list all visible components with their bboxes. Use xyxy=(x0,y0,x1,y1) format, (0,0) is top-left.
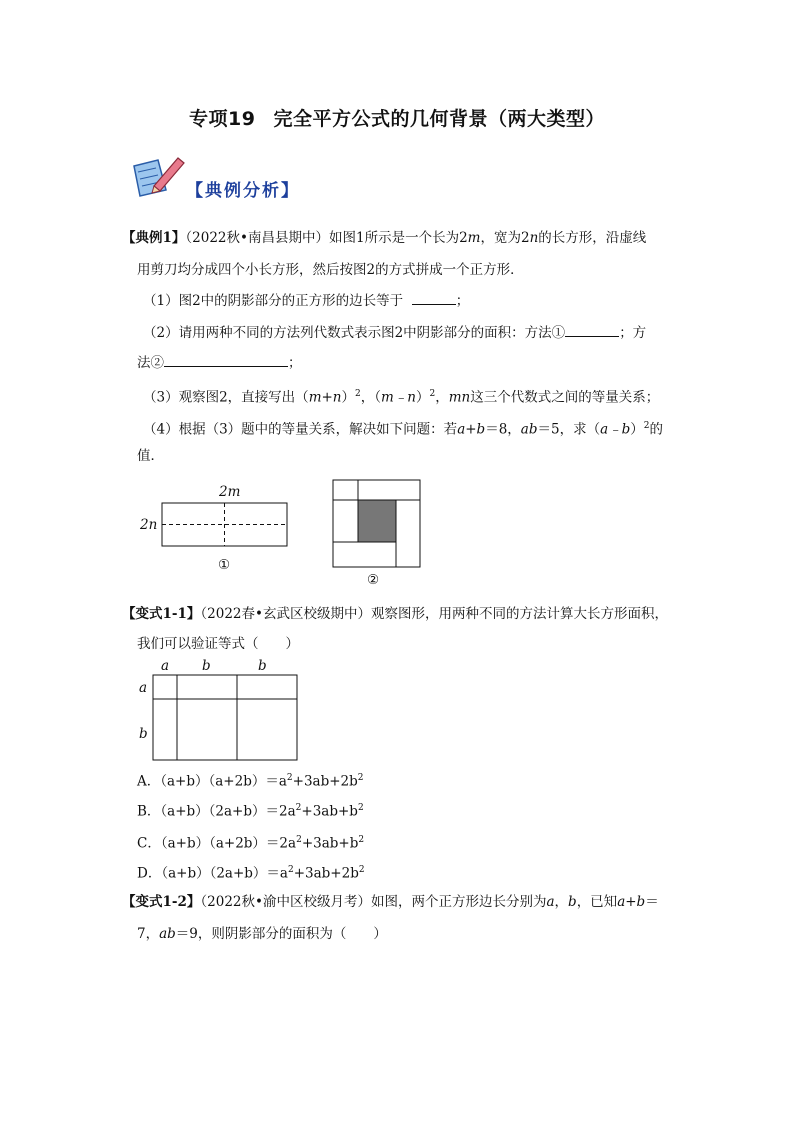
figure-1 xyxy=(132,478,302,578)
fig2-shaded-square xyxy=(358,500,396,542)
title-text: 完全平方公式的几何背景（两大类型） xyxy=(273,108,605,130)
ex2-line1: 【变式1-1】（2022春•玄武区校级期中）观察图形，用两种不同的方法计算大长方形面积， xyxy=(122,606,668,622)
fig1-caption: ① xyxy=(218,557,231,573)
fig3-top-b1: b xyxy=(202,658,211,674)
option-a[interactable]: A．$(a+b)(a+2b)=a^2+3ab+2b^2$ xyxy=(137,773,364,790)
ex1-line2: 用剪刀均分成四个小长方形，然后按图2的方式拼成一个正方形． xyxy=(137,262,524,278)
figure-2 xyxy=(330,478,424,572)
option-d[interactable]: D．$(a+b)(2a+b)=a^2+3ab+2b^2$ xyxy=(137,865,365,882)
ex1-q1: （1）图2中的阴影部分的正方形的边长等于 ； xyxy=(143,290,469,311)
fig3-top-a: a xyxy=(161,658,170,674)
ex3-tag: 【变式1-2】 xyxy=(122,894,201,910)
section-banner: 【典例分析】 xyxy=(186,181,300,201)
ex2-tag: 【变式1-1】 xyxy=(122,606,201,622)
ex1-q2-line2: 法② ； xyxy=(137,352,302,373)
option-c[interactable]: C．$(a+b)(a+2b)=2a^2+3ab+b^2$ xyxy=(137,835,365,852)
title-label: 专项19 xyxy=(189,108,256,130)
ex1-line1: 【典例1】（2022秋•南昌县期中）如图1所示是一个长为2m，宽为2n的长方形，沿虚线 xyxy=(122,230,647,246)
answer-blank-q1[interactable] xyxy=(412,290,456,305)
ex1-q4-line2: 值． xyxy=(137,448,164,464)
fig3-left-a: a xyxy=(139,680,148,696)
option-b[interactable]: B．$(a+b)(2a+b)=2a^2+3ab+b^2$ xyxy=(137,803,364,820)
figure-3 xyxy=(130,655,310,765)
fig3-top-b2: b xyxy=(258,658,267,674)
answer-blank-method1[interactable] xyxy=(565,322,619,337)
ex2-line2: 我们可以验证等式（ ） xyxy=(137,636,299,652)
fig2-caption: ② xyxy=(367,572,380,588)
ex1-tag: 【典例1】 xyxy=(122,230,186,246)
answer-blank-method2[interactable] xyxy=(164,352,288,367)
ex1-q2: （2）请用两种不同的方法列代数式表示图2中阴影部分的面积：方法① ；方 xyxy=(143,322,646,343)
fig1-top-label: 2m xyxy=(219,484,241,500)
ex3-line2: 7，ab＝9，则阴影部分的面积为（ ） xyxy=(137,926,387,942)
fig3-left-b: b xyxy=(139,726,148,742)
fig1-left-label: 2n xyxy=(140,517,158,533)
ex3-line1: 【变式1-2】（2022秋•渝中区校级月考）如图，两个正方形边长分别为a，b，已知a+b＝ xyxy=(122,894,659,910)
pencil-paper-icon xyxy=(128,152,188,202)
page-title xyxy=(0,104,794,131)
ex1-q3: （3）观察图2，直接写出$(m+n)^2$，（m﹣n）$^2$，mn这三个代数式之间的等量关系； xyxy=(143,389,660,406)
ex1-q4: （4）根据（3）题中的等量关系，解决如下问题：若a+b＝8，ab＝5，求（a﹣b）$^2$的 xyxy=(143,421,664,438)
